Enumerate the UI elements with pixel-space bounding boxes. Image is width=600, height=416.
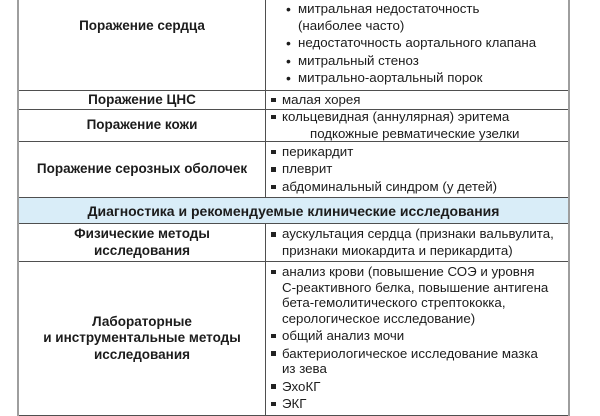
item-line: недостаточность аортального клапана bbox=[298, 35, 537, 50]
item-line: перикардит bbox=[282, 143, 354, 159]
item-text bbox=[282, 264, 564, 326]
row-header-line: Физические методы bbox=[74, 226, 210, 241]
item-text bbox=[282, 144, 564, 161]
row-header-line: Поражение ЦНС bbox=[88, 91, 196, 107]
item-text bbox=[298, 1, 564, 34]
table bbox=[17, 0, 570, 416]
list-item bbox=[286, 1, 564, 34]
item-text bbox=[282, 179, 564, 196]
row-header-line: и инструментальные методы bbox=[43, 330, 241, 345]
item-line: митрально-аортальный порок bbox=[298, 70, 483, 85]
table-row bbox=[19, 262, 568, 416]
row-header-line: Поражение кожи bbox=[86, 117, 198, 133]
row-content-cell bbox=[266, 224, 568, 261]
item-text bbox=[282, 328, 564, 344]
list-item bbox=[286, 35, 564, 52]
list-item bbox=[270, 144, 564, 161]
item-text bbox=[282, 161, 564, 178]
row-content-cell bbox=[266, 0, 568, 90]
section-header-row bbox=[19, 198, 568, 224]
row-content-cell bbox=[266, 262, 568, 415]
list-item bbox=[270, 161, 564, 178]
item-line: бета-гемолитического стрептококка, bbox=[282, 295, 506, 310]
table-row bbox=[19, 0, 568, 91]
item-line: плеврит bbox=[282, 161, 333, 177]
row-content-cell bbox=[266, 110, 568, 141]
item-line: (наиболее часто) bbox=[298, 17, 405, 33]
table-row bbox=[19, 224, 568, 262]
item-line: малая хорея bbox=[282, 91, 361, 107]
row-header-cell bbox=[19, 0, 266, 90]
row-header-cell bbox=[19, 224, 266, 261]
item-line: бактериологическое исследование мазка bbox=[282, 345, 538, 361]
list-item bbox=[270, 328, 564, 344]
item-text bbox=[282, 396, 564, 412]
item-line: кольцевидная (аннулярная) эритема bbox=[282, 108, 510, 124]
list-item bbox=[310, 126, 564, 143]
item-line: признаки миокардита и перикардита) bbox=[282, 242, 513, 258]
row-header-line: исследования bbox=[94, 346, 190, 362]
item-line: митральный стеноз bbox=[298, 52, 419, 68]
item-text bbox=[282, 109, 564, 126]
row-content-cell bbox=[266, 142, 568, 197]
section-header-title: Диагностика и рекомендуемые клинические исследования bbox=[87, 202, 500, 219]
item-text bbox=[298, 70, 564, 87]
item-line: митральная недостаточность bbox=[298, 1, 480, 16]
bullet-dot-icon: • bbox=[286, 1, 291, 17]
item-line: абдоминальный синдром (у детей) bbox=[282, 178, 498, 194]
item-line: аускультация сердца (признаки вальвулита, bbox=[282, 226, 554, 241]
list-item bbox=[270, 264, 564, 326]
row-header-cell bbox=[19, 142, 266, 197]
bullet-dot-icon: • bbox=[286, 52, 291, 69]
list-item bbox=[286, 70, 564, 87]
item-line: серологическое исследование) bbox=[282, 310, 476, 326]
item-line: из зева bbox=[282, 361, 327, 376]
item-text bbox=[282, 346, 564, 377]
list-item bbox=[270, 92, 564, 109]
list-item bbox=[270, 379, 564, 395]
item-line: ЭКГ bbox=[282, 396, 307, 411]
row-header-cell bbox=[19, 110, 266, 141]
bullet-dot-icon: • bbox=[286, 70, 291, 86]
list-item bbox=[286, 53, 564, 70]
list-item bbox=[270, 346, 564, 377]
row-header-cell bbox=[19, 91, 266, 109]
list-item bbox=[270, 226, 564, 259]
row-header-line: Поражение серозных оболочек bbox=[36, 161, 248, 177]
row-header-line: Лабораторные bbox=[92, 313, 192, 329]
list-item bbox=[270, 109, 564, 126]
item-text bbox=[282, 226, 564, 259]
list-item bbox=[270, 396, 564, 412]
item-text bbox=[310, 126, 564, 143]
item-line: подкожные ревматические узелки bbox=[310, 126, 520, 141]
row-content-cell bbox=[266, 91, 568, 109]
table-row bbox=[19, 91, 568, 110]
item-text bbox=[282, 379, 564, 395]
row-header-line: исследования bbox=[94, 242, 190, 258]
table-row bbox=[19, 110, 568, 142]
item-line: ЭхоКГ bbox=[282, 378, 321, 394]
item-line: анализ крови (повышение СОЭ и уровня bbox=[282, 264, 535, 279]
row-header-cell bbox=[19, 262, 266, 415]
item-text bbox=[298, 53, 564, 70]
table-row bbox=[19, 142, 568, 198]
item-line: С-реактивного белка, повышение антигена bbox=[282, 279, 549, 295]
list-item bbox=[270, 179, 564, 196]
item-text bbox=[282, 92, 564, 109]
row-header-line: Поражение сердца bbox=[79, 18, 205, 33]
item-text bbox=[298, 35, 564, 52]
item-line: общий анализ мочи bbox=[282, 328, 405, 343]
bullet-dot-icon: • bbox=[286, 35, 291, 51]
